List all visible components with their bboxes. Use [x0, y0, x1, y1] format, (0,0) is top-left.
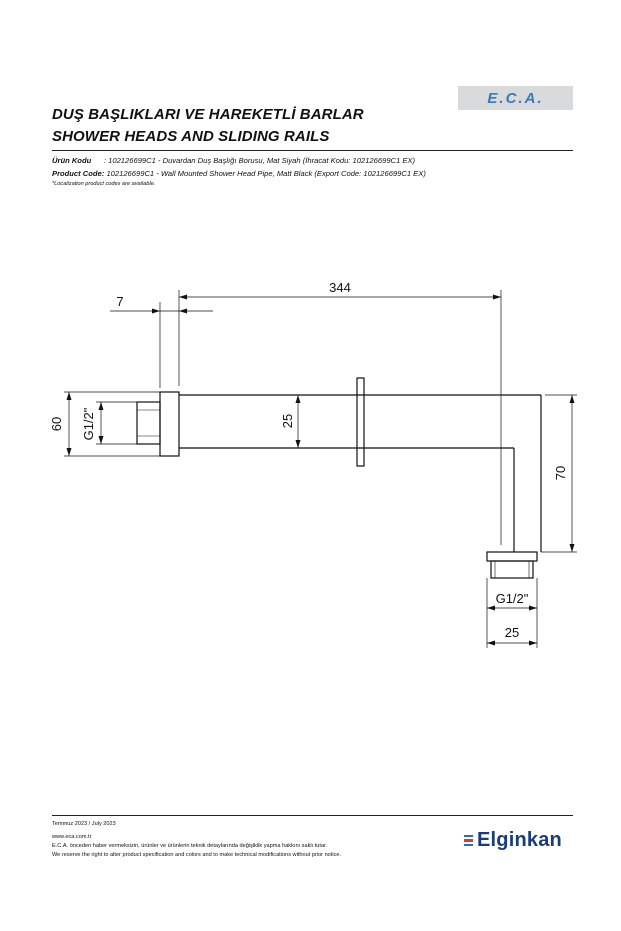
outlet-nut: [487, 552, 537, 561]
eca-logo-text: E.C.A.: [487, 89, 544, 107]
footer-date: Temmuz 2023 / July 2023: [52, 821, 116, 827]
dim-outlet-thread: G1/2": [495, 591, 529, 606]
page-title-tr: DUŞ BAŞLIKLARI VE HAREKETLİ BARLAR: [52, 106, 364, 123]
wall-flange: [160, 392, 179, 456]
dim-inlet-thread: G1/2": [81, 407, 96, 441]
dim-pipe-size: 25: [280, 413, 295, 429]
dim-flange-thickness: 7: [116, 294, 124, 309]
dim-arm-length: 344: [329, 280, 351, 295]
elginkan-logo: [464, 829, 562, 852]
footer-notice-en: We reserve the right to alter product specification and colors and to make technical modifications without prior notice.: [52, 852, 342, 858]
product-code-tr-label: Ürün Kodu: [52, 156, 92, 165]
decorative-collar: [357, 378, 364, 466]
product-code-tr-value: : 102126699C1 - Duvardan Duş Başlığı Borusu, Mat Siyah (İhracat Kodu: 102126699C1 EX): [103, 156, 416, 165]
inlet-thread-body: [137, 402, 160, 444]
dim-flange-height: 60: [49, 416, 64, 432]
footer-notice-tr: E.C.A. önceden haber vermeksizin, ürünler ve ürünlerin teknik detaylarında değişiklik yapma hakkını saklı tutar.: [52, 843, 328, 849]
footer-website: www.eca.com.tr: [52, 834, 92, 840]
elginkan-mark-icon: [464, 835, 473, 847]
page-title-en: SHOWER HEADS AND SLIDING RAILS: [52, 128, 330, 145]
localization-note: *Localization product codes are available.: [52, 181, 156, 187]
dim-outlet-width: 25: [504, 625, 520, 640]
product-code-en-value: 102126699C1 - Wall Mounted Shower Head Pipe, Matt Black (Export Code: 102126699C1 EX): [106, 169, 426, 178]
footer-divider: [52, 815, 573, 816]
elginkan-wordmark: Elginkan: [477, 829, 562, 851]
product-code-en-label: Product Code:: [52, 169, 105, 178]
dim-drop-height: 70: [553, 465, 568, 481]
